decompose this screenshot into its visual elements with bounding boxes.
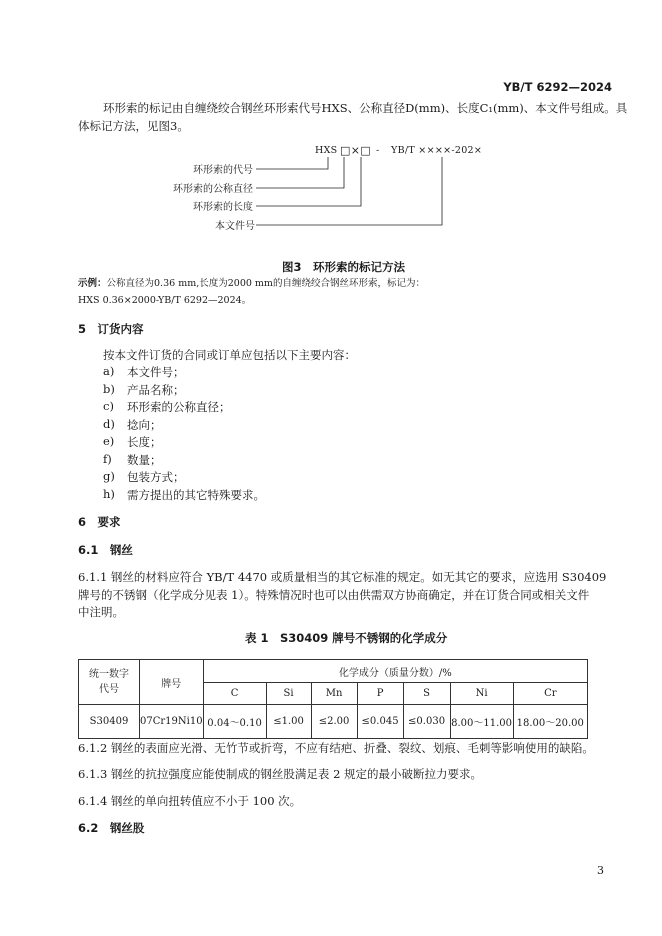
cell-value: 8.00～11.00 bbox=[450, 705, 513, 739]
cell-value: ≤0.045 bbox=[357, 705, 403, 739]
label-length: 环形索的长度 bbox=[193, 202, 253, 213]
label-code: 环形索的代号 bbox=[193, 165, 253, 176]
code-dash: - bbox=[376, 145, 380, 156]
code-hxs: HXS bbox=[315, 145, 338, 156]
label-diameter: 环形索的公称直径 bbox=[173, 184, 253, 195]
page-number: 3 bbox=[597, 864, 604, 877]
cell-grade: 07Cr19Ni10 bbox=[140, 705, 204, 739]
para-6-1-1-line-1: 6.1.1 钢丝的材料应符合 YB/T 4470 或质量相当的其它标准的规定。如无其它的要求，应选用 S30409 bbox=[78, 570, 607, 584]
code-box: □×□ bbox=[340, 144, 371, 157]
section-5-intro: 按本文件订货的合同或订单应包括以下主要内容： bbox=[103, 348, 356, 362]
table-row bbox=[79, 705, 588, 739]
cell-value: 0.04～0.10 bbox=[203, 705, 266, 739]
header-chem: 化学成分（质量分数）/% bbox=[203, 660, 587, 683]
cell-value: ≤1.00 bbox=[266, 705, 311, 739]
cell-code: S30409 bbox=[79, 705, 140, 739]
section-6-heading: 6 要求 bbox=[78, 515, 121, 529]
table-1-caption: 表 1 S30409 牌号不锈钢的化学成分 bbox=[245, 631, 448, 645]
intro-line-1: 环形索的标记由自缠绕绞合钢丝环形索代号HXS、公称直径D(mm)、长度C₁(mm)、本文件号组成。具 bbox=[103, 101, 628, 115]
standard-number: YB/T 6292—2024 bbox=[503, 80, 612, 94]
para-6-1-4: 6.1.4 钢丝的单向扭转值应不小于 100 次。 bbox=[78, 794, 302, 808]
chemical-composition-table bbox=[78, 659, 588, 739]
section-6-1-heading: 6.1 钢丝 bbox=[78, 543, 133, 557]
header-element: P bbox=[357, 683, 403, 705]
para-6-1-1-line-2: 牌号的不锈钢（化学成分见表 1）。特殊情况时也可以由供需双方协商确定，并在订货合同或相关文件 bbox=[78, 588, 590, 602]
header-element: Si bbox=[266, 683, 311, 705]
section-6-2-heading: 6.2 钢丝股 bbox=[78, 821, 145, 835]
header-element: Cr bbox=[513, 683, 587, 705]
header-grade: 牌号 bbox=[140, 660, 204, 705]
header-element: S bbox=[403, 683, 450, 705]
para-6-1-3: 6.1.3 钢丝的抗拉强度应能使制成的钢丝股满足表 2 规定的最小破断拉力要求。 bbox=[78, 767, 483, 781]
example-label: 示例： bbox=[78, 278, 107, 289]
figure-3-caption: 图3 环形索的标记方法 bbox=[282, 260, 406, 274]
label-doc: 本文件号 bbox=[215, 221, 255, 232]
figure-3-leader-lines bbox=[0, 0, 662, 240]
section-5-heading: 5 订货内容 bbox=[78, 322, 144, 336]
intro-line-2: 体标记方法，见图3。 bbox=[78, 119, 189, 133]
example-text: 公称直径为0.36 mm,长度为2000 mm的自缠绕绞合钢丝环形索，标记为： bbox=[106, 278, 425, 289]
header-element: C bbox=[203, 683, 266, 705]
header-code: 统一数字 代号 bbox=[79, 660, 140, 705]
example-line-1 bbox=[78, 277, 425, 290]
header-element: Ni bbox=[450, 683, 513, 705]
para-6-1-2: 6.1.2 钢丝的表面应光滑、无竹节或折弯，不应有结疤、折叠、裂纹、划痕、毛刺等影响使用的缺陷。 bbox=[78, 741, 594, 755]
cell-value: ≤2.00 bbox=[311, 705, 357, 739]
cell-value: 18.00～20.00 bbox=[513, 705, 587, 739]
code-std: YB/T ××××-202× bbox=[391, 145, 483, 156]
para-6-1-1-line-3: 中注明。 bbox=[78, 605, 124, 619]
example-line-2: HXS 0.36×2000-YB/T 6292—2024。 bbox=[78, 295, 252, 306]
header-element: Mn bbox=[311, 683, 357, 705]
cell-value: ≤0.030 bbox=[403, 705, 450, 739]
